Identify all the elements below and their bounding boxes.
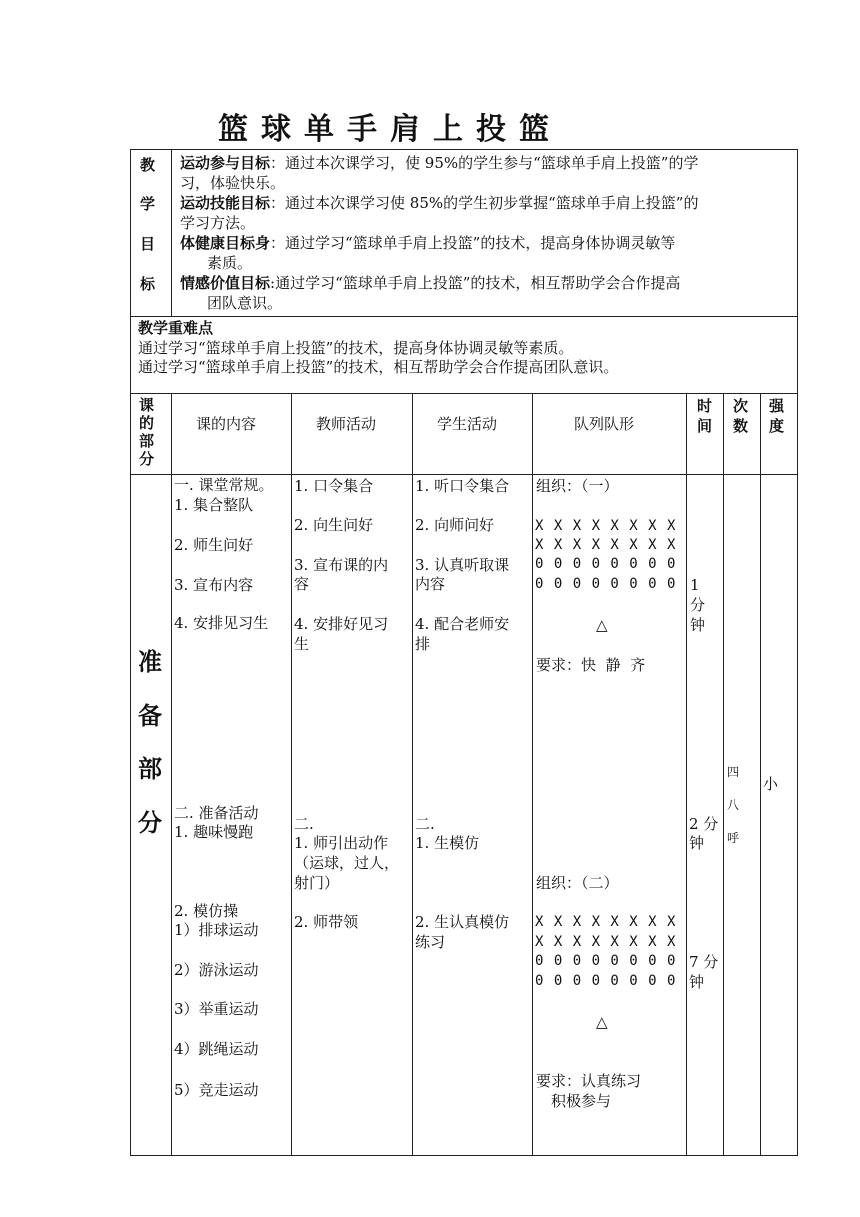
content-item: 1）排球运动 bbox=[174, 921, 259, 939]
header-part-2: 的 bbox=[139, 414, 155, 432]
content-item: 1. 趣味慢跑 bbox=[174, 823, 254, 841]
objective-health: 体健康目标身：通过学习“篮球单手肩上投篮”的技术，提高身体协调灵敏等 bbox=[180, 234, 676, 252]
content-item: 4. 安排见习生 bbox=[174, 614, 269, 632]
page-title: 篮球单手肩上投篮 bbox=[218, 112, 562, 147]
formation2-row: X X X X X X X X bbox=[535, 934, 677, 950]
intensity-value: 小 bbox=[763, 775, 779, 793]
formation2-requirement-cont: 积极参与 bbox=[551, 1092, 612, 1110]
header-time-2: 间 bbox=[697, 417, 713, 435]
student-item: 3. 认真听取课 bbox=[415, 556, 510, 574]
formation1-row: X X X X X X X X bbox=[535, 518, 677, 534]
header-student: 学生活动 bbox=[437, 415, 498, 433]
teacher-item: 1. 口令集合 bbox=[294, 477, 374, 495]
teacher-item: 2. 师带领 bbox=[294, 913, 359, 931]
count-2: 八 bbox=[727, 798, 740, 812]
formation2-row: X X X X X X X X bbox=[535, 914, 677, 930]
time-2: 钟 bbox=[689, 834, 705, 852]
key-points-heading: 教学重难点 bbox=[138, 319, 214, 337]
time-3: 7 分 bbox=[689, 953, 719, 971]
content-item: 一. 课堂常规。 bbox=[174, 476, 274, 494]
time-1: 1 bbox=[690, 576, 700, 594]
content-item: 2. 模仿操 bbox=[174, 902, 239, 920]
teacher-item: 2. 向生问好 bbox=[294, 516, 374, 534]
student-item: 练习 bbox=[415, 933, 446, 951]
header-part-1: 课 bbox=[139, 396, 155, 414]
student-item: 2. 向师问好 bbox=[415, 516, 495, 534]
content-item: 二. 准备活动 bbox=[174, 804, 259, 822]
student-item: 排 bbox=[415, 635, 431, 653]
objective-emotion-cont: 团队意识。 bbox=[207, 294, 283, 312]
content-item: 3. 宣布内容 bbox=[174, 576, 254, 594]
teacher-item: 二. bbox=[294, 815, 314, 833]
header-intensity-1: 强 bbox=[769, 397, 785, 415]
time-3: 钟 bbox=[689, 973, 705, 991]
header-formation: 队列队形 bbox=[574, 415, 635, 433]
teacher-item: 容 bbox=[294, 575, 310, 593]
objective-participation: 运动参与目标：通过本次课学习，使 95%的学生参与“篮球单手肩上投篮”的学 bbox=[180, 154, 699, 172]
formation2-org: 组织：（二） bbox=[536, 874, 619, 892]
student-item: 4. 配合老师安 bbox=[415, 615, 510, 633]
objective-emotion: 情感价值目标:通过学习“篮球单手肩上投篮”的技术，相互帮助学会合作提高 bbox=[180, 274, 681, 292]
count-3: 呼 bbox=[727, 831, 740, 845]
student-item: 内容 bbox=[415, 575, 446, 593]
formation2-teacher-mark: △ bbox=[596, 1013, 608, 1031]
formation2-row: 0 0 0 0 0 0 0 0 bbox=[535, 953, 677, 969]
header-count-1: 次 bbox=[733, 397, 749, 415]
student-item: 1. 听口令集合 bbox=[415, 477, 510, 495]
student-item: 二. bbox=[415, 815, 435, 833]
content-item: 5）竞走运动 bbox=[174, 1081, 259, 1099]
part-label-3: 部 bbox=[138, 754, 162, 783]
objective-skill: 运动技能目标：通过本次课学习使 85%的学生初步掌握“篮球单手肩上投篮”的 bbox=[180, 194, 699, 212]
content-item: 4）跳绳运动 bbox=[174, 1040, 259, 1058]
header-part-3: 部 bbox=[139, 432, 155, 450]
header-intensity-2: 度 bbox=[769, 417, 785, 435]
teacher-item: （运球，过人， bbox=[294, 854, 400, 872]
objectives-side-3: 目 bbox=[140, 235, 156, 253]
part-label-4: 分 bbox=[138, 808, 162, 837]
header-count-2: 数 bbox=[733, 417, 749, 435]
key-point-1: 通过学习“篮球单手肩上投篮”的技术，提高身体协调灵敏等素质。 bbox=[138, 339, 574, 357]
formation2-row: 0 0 0 0 0 0 0 0 bbox=[535, 973, 677, 989]
teacher-item: 1. 师引出动作 bbox=[294, 834, 389, 852]
part-label-1: 准 bbox=[138, 647, 162, 676]
objective-skill-cont: 学习方法。 bbox=[180, 214, 256, 232]
teacher-item: 3. 宣布课的内 bbox=[294, 556, 389, 574]
content-item: 1. 集合整队 bbox=[174, 496, 254, 514]
header-content: 课的内容 bbox=[196, 415, 257, 433]
objective-participation-cont: 习，体验快乐。 bbox=[180, 174, 286, 192]
time-1: 分 bbox=[690, 596, 706, 614]
time-1: 钟 bbox=[690, 616, 706, 634]
student-item: 1. 生模仿 bbox=[415, 834, 480, 852]
formation1-teacher-mark: △ bbox=[596, 616, 608, 634]
time-2: 2 分 bbox=[689, 815, 719, 833]
content-item: 2. 师生问好 bbox=[174, 536, 254, 554]
objectives-side-2: 学 bbox=[140, 195, 156, 213]
objective-health-cont: 素质。 bbox=[207, 254, 253, 272]
teacher-item: 射门） bbox=[294, 874, 340, 892]
formation1-org: 组织：（一） bbox=[536, 477, 619, 495]
student-item: 2. 生认真模仿 bbox=[415, 913, 510, 931]
content-item: 3）举重运动 bbox=[174, 1000, 259, 1018]
content-item: 2）游泳运动 bbox=[174, 961, 259, 979]
objectives-side-1: 教 bbox=[140, 156, 156, 174]
header-part-4: 分 bbox=[139, 450, 155, 468]
formation1-row: X X X X X X X X bbox=[535, 537, 677, 553]
header-teacher: 教师活动 bbox=[316, 415, 377, 433]
formation1-row: 0 0 0 0 0 0 0 0 bbox=[535, 576, 677, 592]
teacher-item: 4. 安排好见习 bbox=[294, 615, 389, 633]
part-label-2: 备 bbox=[138, 701, 162, 730]
formation1-row: 0 0 0 0 0 0 0 0 bbox=[535, 556, 677, 572]
count-1: 四 bbox=[727, 765, 740, 779]
teacher-item: 生 bbox=[294, 635, 310, 653]
key-point-2: 通过学习“篮球单手肩上投篮”的技术，相互帮助学会合作提高团队意识。 bbox=[138, 358, 619, 376]
formation2-requirement: 要求：认真练习 bbox=[536, 1072, 642, 1090]
header-time-1: 时 bbox=[697, 397, 713, 415]
objectives-side-4: 标 bbox=[140, 275, 156, 293]
formation1-requirement: 要求：快 静 齐 bbox=[536, 656, 646, 674]
